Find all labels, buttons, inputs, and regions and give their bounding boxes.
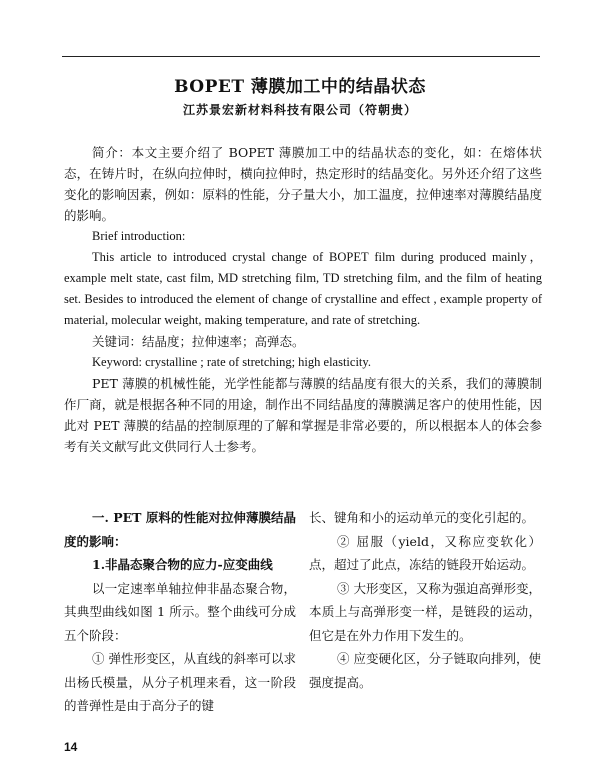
abstract-cn: 简介：本文主要介绍了 BOPET 薄膜加工中的结晶状态的变化，如：在熔体状态，在铸片时，在纵向拉伸时，横向拉伸时，热定形时的结晶变化。另外还介绍了这些变化的影响因素，例如：原料的性能，分子量大小，加工温度，拉伸速率对薄膜结晶度的影响。 [64, 145, 542, 223]
keywords-en: Keyword: crystalline ; rate of stretching; high elasticity. [92, 355, 371, 369]
left-paragraph-2: ① 弹性形变区，从直线的斜率可以求出杨氏模量，从分子机理来看，这一阶段的普弹性是由于高分子的键 [64, 651, 296, 713]
right-paragraph-3: ③ 大形变区，又称为强迫高弹形变，本质上与高弹形变一样，是链段的运动，但它是在外力作用下发生的。 [309, 580, 541, 643]
right-paragraph-2: ② 屈服（yield，又称应变软化）点，超过了此点，冻结的链段开始运动。 [309, 533, 541, 572]
right-paragraph-4: ④ 应变硬化区，分子链取向排列，使强度提高。 [309, 651, 541, 690]
abstract-block [64, 142, 542, 457]
right-column [309, 506, 541, 694]
subsection-heading: 1.非晶态聚合物的应力-应变曲线 [92, 557, 273, 572]
section-heading: 一. PET 原料的性能对拉伸薄膜结晶度的影响： [64, 510, 296, 549]
right-paragraph-1: 长、键角和小的运动单元的变化引起的。 [309, 510, 535, 525]
intro-paragraph: PET 薄膜的机械性能，光学性能都与薄膜的结晶度有很大的关系，我们的薄膜制作厂商，就是根据各种不同的用途，制作出不同结晶度的薄膜满足客户的使用性能，因此对 PET 薄膜的结晶的控制原理的了解和掌握是非常必要的，所以根据本人的体会参考有关文献写此文供同行人士参考。 [64, 376, 542, 454]
left-paragraph-1: 以一定速率单轴拉伸非晶态聚合物，其典型曲线如图 1 所示。整个曲线可分成五个阶段： [64, 580, 296, 643]
page-number: 14 [64, 740, 78, 754]
abstract-en: This article to introduced crystal change of BOPET film during produced mainly，example melt state, cast film, MD stretching film, TD stretching film, and the film of heating set. Besides to introduced the element of change of crystalline and effect , example property of material, molecular weight, making temperature, and rate of stretching. [64, 250, 542, 327]
author-byline: 江苏景宏新材料科技有限公司（符朝贵） [182, 103, 417, 117]
article-title: BOPET 薄膜加工中的结晶状态 [174, 77, 426, 97]
keywords-cn: 关键词：结晶度；拉伸速率；高弹态。 [92, 334, 305, 349]
top-rule [62, 56, 540, 57]
left-column [64, 506, 296, 718]
abstract-en-heading: Brief introduction: [92, 229, 186, 243]
